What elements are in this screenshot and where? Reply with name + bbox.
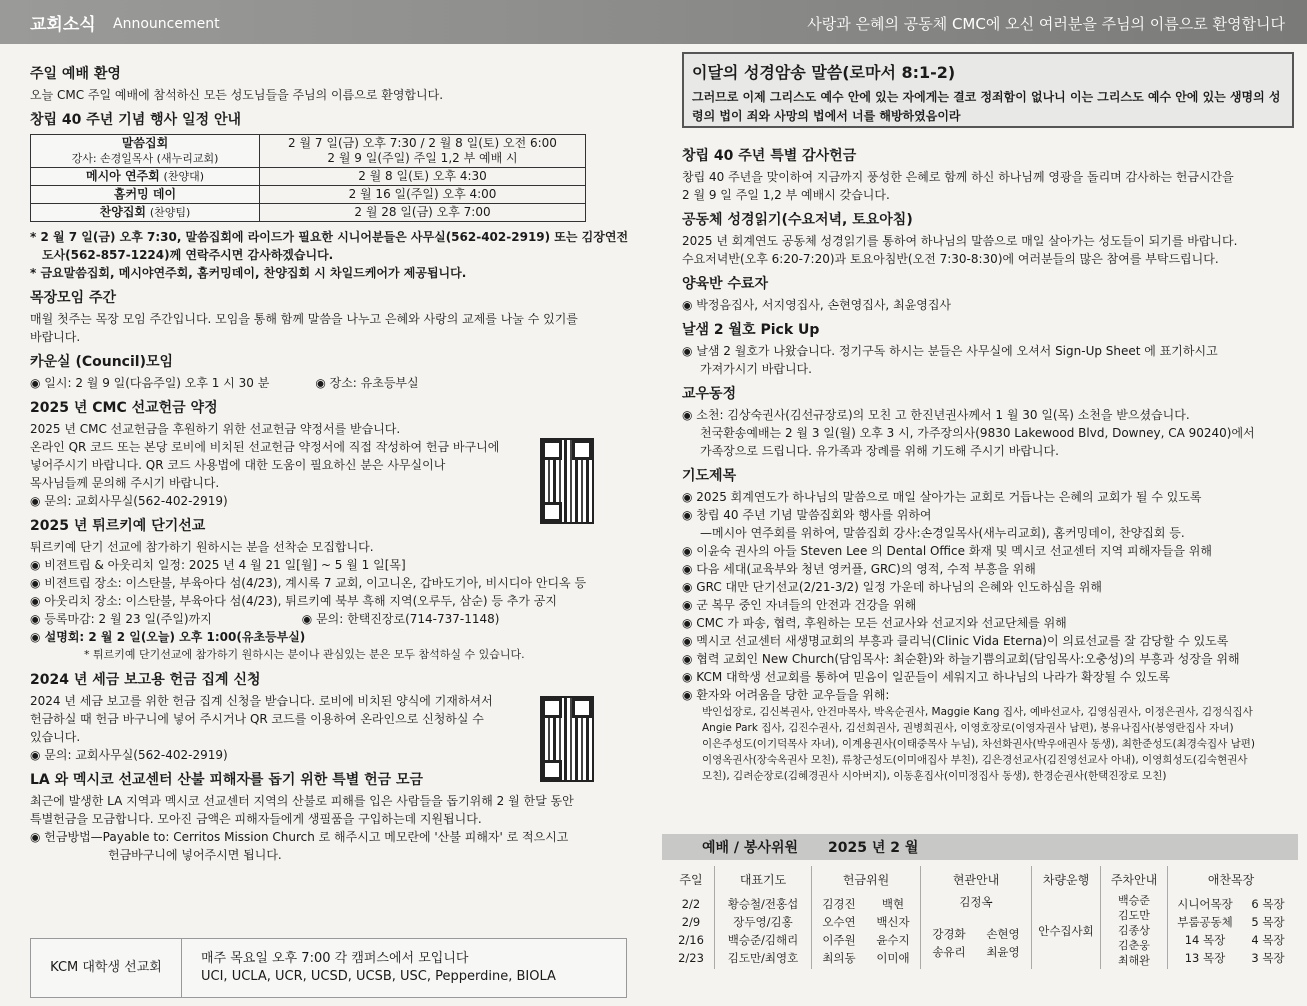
- table-row: [31, 204, 586, 222]
- turkey-heading: 2025 년 튀르키예 단기선교: [30, 518, 206, 534]
- duty-parking: 김춘웅: [1118, 939, 1150, 952]
- news-text: 천국환송예배는 2 월 3 일(월) 오후 3 시, 가주장의사(9830 Lakewood Blvd, Downey, CA 90240)에서: [700, 426, 1255, 440]
- table-row: [31, 135, 586, 168]
- column-header: 주차안내: [1101, 866, 1168, 892]
- kcm-label: KCM 대학생 선교회: [31, 939, 182, 997]
- anniversary-heading: 창립 40 주년 기념 행사 일정 안내: [30, 112, 242, 128]
- names-line: 이영옥권사(장숙옥권사 모친), 류창근성도(이미애집사 부친), 김은경선교사(김진영선교사 아내), 이영희성도(김숙현권사: [702, 754, 1248, 766]
- duty-date: 2/16: [678, 932, 704, 947]
- duty-prayer: 황승철/전홍섭: [727, 896, 799, 911]
- thanks-heading: 창립 40 주년 특별 감사헌금: [682, 148, 857, 164]
- duty-meal: 6 목장: [1251, 896, 1285, 911]
- tax-qr-code[interactable]: [540, 696, 594, 782]
- turkey-item: ◉ 비젼트립 장소: 이스탄불, 부육아다 섬(4/23), 계시록 7 교회, 이고니온, 갑바도기아, 비시디아 안디옥 등: [30, 574, 630, 592]
- duty-meal: 4 목장: [1251, 932, 1285, 947]
- council-date: ◉ 일시: 2 월 9 일(다음주일) 오후 1 시 30 분: [30, 376, 269, 390]
- names-line: Angie Park 집사, 김진수권사, 김선희권사, 권병희권사, 이영호장로(이영자권사 남편), 봉유나집사(봉영란집사 자녀): [702, 722, 1234, 734]
- table-row: [31, 186, 586, 204]
- event-time: 2 월 7 일(금) 오후 7:30 / 2 월 8 일(토) 오전 6:00: [288, 136, 557, 150]
- column-header: 애찬목장: [1168, 866, 1295, 892]
- duty-date: 2/9: [681, 914, 701, 929]
- event-name: 찬양집회: [99, 205, 147, 219]
- welcome-heading: 주일 예배 환영: [30, 66, 121, 82]
- column-header: 대표기도: [715, 866, 812, 892]
- duty-offering: 백현: [881, 896, 905, 911]
- duty-title: 예배 / 봉사위원: [702, 840, 799, 856]
- table-row: [668, 892, 1294, 969]
- graduates-heading: 양육반 수료자: [682, 276, 769, 292]
- cell-text: 매월 첫주는 목장 모임 주간입니다. 모임을 통해 함께 말씀을 나누고 은혜와 사랑의 교제를 나눌 수 있기를 바랍니다.: [30, 312, 578, 344]
- duty-usher: 최윤영: [986, 945, 1020, 959]
- kcm-schedule: 매주 목요일 오후 7:00 각 캠퍼스에서 모입니다: [201, 951, 469, 966]
- turkey-item: ◉ 아웃리치 장소: 이스탄불, 부육아다 섬(4/23), 튀르키예 북부 흑해 지역(오루두, 삼순) 등 추가 공지: [30, 592, 630, 610]
- duty-table: [668, 866, 1294, 969]
- duty-parking: 백승준: [1118, 894, 1150, 907]
- duty-meal: 14 목장: [1184, 932, 1226, 947]
- fire-text: 특별헌금을 모금합니다. 모아진 금액은 피해자들에게 생필품을 구입하는데 지원됩니다.: [30, 812, 482, 826]
- event-time: 2 월 16 일(주일) 오후 4:00: [260, 186, 586, 204]
- duty-meal: 5 목장: [1251, 914, 1285, 929]
- table-row: [31, 168, 586, 186]
- column-header: 차량운행: [1032, 866, 1101, 892]
- section-subtitle: Announcement: [113, 16, 220, 32]
- duty-offering: 이미애: [876, 950, 910, 965]
- duty-parking: 김종상: [1118, 924, 1150, 937]
- event-sub: 강사: 손경일목사 (새누리교회): [71, 152, 219, 165]
- duty-meal: 3 목장: [1251, 950, 1285, 965]
- prayer-item: ◉ 환자와 어려움을 당한 교우들을 위해:: [682, 686, 1282, 704]
- kcm-box: [30, 938, 627, 998]
- prayer-heading: 기도제목: [682, 468, 737, 484]
- fire-method: ◉ 헌금방법—Payable to: Cerritos Mission Church 로 해주시고 메모란에 '산불 피해자' 로 적으시고: [30, 828, 630, 846]
- mission-text: 목사님들께 문의해 주시기 바랍니다.: [30, 476, 220, 490]
- turkey-note: * 튀르키예 단기선교에 참가하기 원하시는 분이나 관심있는 분은 모두 참석하실 수 있습니다.: [84, 648, 525, 661]
- duty-usher: 김정옥: [959, 895, 993, 909]
- duty-offering: 김경진: [822, 896, 856, 911]
- event-time: 2 월 9 일(주일) 주일 1,2 부 예배 시: [327, 151, 518, 165]
- nalsam-heading: 날샘 2 월호 Pick Up: [682, 322, 820, 338]
- prayer-item: ◉ KCM 대학생 선교회를 통하여 믿음이 일꾼들이 세워지고 하나님의 나라가 확장될 수 있도록: [682, 668, 1282, 686]
- column-header: 헌금위원: [812, 866, 921, 892]
- column-header: 현관안내: [921, 866, 1032, 892]
- turkey-intro: 튀르키예 단기 선교에 참가하기 원하시는 분을 선착순 모집합니다.: [30, 540, 374, 554]
- prayer-item: ◉ 멕시코 선교센터 새생명교회의 부흥과 클리닉(Clinic Vida Eterna)이 의료선교를 잘 감당할 수 있도록: [682, 632, 1282, 650]
- turkey-item: ◉ 설명회: 2 월 2 일(오늘) 오후 1:00(유초등부실): [30, 628, 630, 646]
- duty-meal: 시니어목장: [1177, 896, 1233, 911]
- page-header: [0, 0, 1307, 44]
- news-text: 가족장으로 드립니다. 유가족과 장례를 위해 기도해 주시기 바랍니다.: [700, 444, 1059, 458]
- names-line: 이은주성도(이기덕목사 자녀), 이계용권사(이태중목사 누님), 차선화권사(박우애권사 동생), 최한준성도(최경숙집사 남편): [702, 738, 1256, 750]
- nalsam-text: 가져가시기 바랍니다.: [700, 362, 812, 376]
- duty-date: 2/2: [681, 896, 701, 911]
- prayer-subitem: —메시아 연주회를 위하여, 말씀집회 강사:손경일목사(새누리교회), 홈커밍데이, 찬양집회 등.: [700, 526, 1185, 540]
- event-name: 홈커밍 데이: [113, 187, 177, 201]
- thanks-text: 창립 40 주년을 맞이하여 지금까지 풍성한 은혜로 함께 하신 하나님께 영광을 돌리며 감사하는 헌금시간을: [682, 170, 1234, 184]
- kcm-campuses: UCI, UCLA, UCR, UCSD, UCSB, USC, Pepperdine, BIOLA: [201, 969, 556, 984]
- bible-text: 2025 년 회계연도 공동체 성경읽기를 통하여 하나님의 말씀으로 매일 살아가는 성도들이 되기를 바랍니다.: [682, 234, 1238, 248]
- mission-heading: 2025 년 CMC 선교헌금 약정: [30, 400, 218, 416]
- turkey-item: ◉ 비젼트립 & 아웃리치 일정: 2025 년 4 월 21 일[월] ~ 5 월 1 일[목]: [30, 556, 630, 574]
- bible-text: 수요저녁반(오후 6:20-7:20)과 토요아침반(오전 7:30-8:30)에 여러분들의 많은 참여를 부탁드립니다.: [682, 252, 1219, 266]
- memory-verse-title: 이달의 성경암송 말씀(로마서 8:1-2): [692, 63, 956, 82]
- duty-offering: 윤수지: [876, 932, 910, 947]
- turkey-item: ◉ 등록마감: 2 월 23 일(주일)까지: [30, 612, 212, 626]
- news-text: ◉ 소천: 김상숙권사(김선규장로)의 모친 고 한진년권사께서 1 월 30 일(목) 소천을 받으셨습니다.: [682, 406, 1282, 424]
- tax-text: 헌금하실 때 헌금 바구니에 넣어 주시거나 QR 코드를 이용하여 온라인으로 신청하실 수: [30, 712, 484, 726]
- tax-text: 있습니다.: [30, 730, 81, 744]
- event-name: 메시아 연주회: [85, 169, 160, 183]
- mission-text: 온라인 QR 코드 또는 본당 로비에 비치된 선교헌금 약정서에 직접 작성하여 헌금 바구니에: [30, 440, 500, 454]
- note-text: * 2 월 7 일(금) 오후 7:30, 말씀집회에 라이드가 필요한 시니어분들은 사무실(562-402-2919) 또는 김장연전도사(562-857-1224)께 연락주시면 감사하겠습니다.: [30, 230, 629, 262]
- council-heading: 카운실 (Council)모임: [30, 354, 174, 370]
- note-text: * 금요말씀집회, 메시야연주회, 홈커밍데이, 찬양집회 시 차일드케어가 제공됩니다.: [30, 266, 467, 280]
- council-place: ◉ 장소: 유초등부실: [315, 376, 418, 390]
- memory-verse-box: [682, 52, 1294, 128]
- duty-month: 2025 년 2 월: [828, 840, 919, 856]
- duty-usher: 강경화: [932, 927, 966, 941]
- duty-vehicle: 안수집사회: [1032, 892, 1101, 969]
- duty-offering: 이주원: [822, 932, 856, 947]
- column-header: 주일: [679, 872, 703, 887]
- memory-verse-text: 그러므로 이제 그리스도 예수 안에 있는 자에게는 결코 정죄함이 없나니 이는 그리스도 예수 안에 있는 생명의 성령의 법이 죄와 사망의 법에서 너를 해방하였음이라: [692, 90, 1281, 123]
- duty-date: 2/23: [678, 950, 704, 965]
- thanks-text: 2 월 9 일 주일 1,2 부 예배시 갖습니다.: [682, 188, 890, 202]
- event-time: 2 월 8 일(토) 오후 4:30: [260, 168, 586, 186]
- tax-contact: ◉ 문의: 교회사무실(562-402-2919): [30, 746, 630, 764]
- duty-meal: 부룸공동체: [1177, 914, 1233, 929]
- turkey-contact: ◉ 문의: 한택진장로(714-737-1148): [302, 612, 500, 626]
- fire-text: 최근에 발생한 LA 지역과 멕시코 선교센터 지역의 산불로 피해를 입은 사람들을 돕기위해 2 월 한달 동안: [30, 794, 574, 808]
- mission-qr-code[interactable]: [540, 438, 594, 524]
- table-header-row: [668, 866, 1294, 892]
- prayer-item: ◉ 군 복무 중인 자녀들의 안전과 건강을 위해: [682, 596, 1282, 614]
- anniversary-schedule-table: [30, 134, 586, 222]
- prayer-item: ◉ 2025 회계연도가 하나님의 말씀으로 매일 살아가는 교회로 거듭나는 은혜의 교회가 될 수 있도록: [682, 488, 1282, 506]
- event-name: 말씀집회: [121, 136, 169, 150]
- duty-offering: 최의동: [822, 950, 856, 965]
- duty-usher: 송유리: [932, 945, 966, 959]
- tax-text: 2024 년 세금 보고를 위한 헌금 집계 신청을 받습니다. 로비에 비치된 양식에 기재하셔서: [30, 694, 493, 708]
- cell-heading: 목장모임 주간: [30, 290, 117, 306]
- graduates-list: ◉ 박정음집사, 서지영집사, 손현영집사, 최윤영집사: [682, 296, 1282, 314]
- tax-heading: 2024 년 세금 보고용 헌금 집계 신청: [30, 672, 261, 688]
- mission-text: 2025 년 CMC 선교헌금을 후원하기 위한 선교헌금 약정서를 받습니다.: [30, 422, 401, 436]
- duty-prayer: 장두영/김홍: [733, 914, 793, 929]
- bible-heading: 공동체 성경읽기(수요저녁, 토요아침): [682, 212, 913, 228]
- duty-meal: 13 목장: [1184, 950, 1226, 965]
- news-heading: 교우동정: [682, 386, 737, 402]
- duty-parking: 최해완: [1118, 954, 1150, 967]
- fire-heading: LA 와 멕시코 선교센터 산불 피해자를 돕기 위한 특별 헌금 모금: [30, 772, 424, 788]
- patient-names: [682, 704, 1282, 784]
- names-line: 모친), 김려순장로(김혜경권사 시아버지), 이동훈집사(이미정집사 동생), 한경순권사(한택진장로 모친): [702, 770, 1167, 782]
- right-column: [682, 140, 1282, 784]
- welcome-banner: 사랑과 은혜의 공동체 CMC에 오신 여러분을 주님의 이름으로 환영합니다: [807, 15, 1285, 33]
- prayer-item: ◉ GRC 대만 단기선교(2/21-3/2) 일정 가운데 하나님의 은혜와 인도하심을 위해: [682, 578, 1282, 596]
- names-line: 박인섭장로, 김신복권사, 안건마목사, 박옥순권사, Maggie Kang 집사, 예바선교사, 김영심권사, 이정은권사, 김정식집사: [702, 706, 1253, 718]
- prayer-item: ◉ 이윤숙 권사의 아들 Steven Lee 의 Dental Office 화재 및 멕시코 선교센터 지역 피해자들을 위해: [682, 542, 1282, 560]
- prayer-item: ◉ CMC 가 파송, 협력, 후원하는 모든 선교사와 선교지와 선교단체를 위해: [682, 614, 1282, 632]
- anniversary-notes: [30, 228, 630, 282]
- fire-method: 헌금바구니에 넣어주시면 됩니다.: [108, 848, 282, 862]
- duty-offering: 오수연: [822, 914, 856, 929]
- prayer-item: ◉ 다음 세대(교육부와 청년 영커플, GRC)의 영적, 수적 부흥을 위해: [682, 560, 1282, 578]
- mission-contact: ◉ 문의: 교회사무실(562-402-2919): [30, 492, 630, 510]
- duty-usher: 손현영: [986, 927, 1020, 941]
- prayer-item: ◉ 창립 40 주년 기념 말씀집회와 행사를 위하여: [682, 506, 1282, 524]
- event-sub: (찬양대): [163, 170, 205, 183]
- prayer-item: ◉ 협력 교회인 New Church(담임목사: 최순환)와 하늘기쁨의교회(담임목사:오충성)의 부흥과 성장을 위해: [682, 650, 1282, 668]
- mission-text: 넣어주시기 바랍니다. QR 코드 사용법에 대한 도움이 필요하신 분은 사무실이나: [30, 458, 446, 472]
- event-sub: (찬양팀): [149, 206, 191, 219]
- event-time: 2 월 28 일(금) 오후 7:00: [260, 204, 586, 222]
- section-title: 교회소식: [30, 15, 96, 35]
- duty-parking: 김도만: [1118, 909, 1150, 922]
- welcome-text: 오늘 CMC 주일 예배에 참석하신 모든 성도님들을 주님의 이름으로 환영합니다.: [30, 88, 444, 102]
- duty-prayer: 백승준/김해리: [727, 932, 799, 947]
- duty-prayer: 김도만/최영호: [727, 950, 799, 965]
- duty-offering: 백신자: [876, 914, 910, 929]
- nalsam-text: ◉ 날샘 2 월호가 나왔습니다. 정기구독 하시는 분들은 사무실에 오셔서 Sign-Up Sheet 에 표기하시고: [682, 342, 1282, 360]
- duty-title-bar: [662, 834, 1298, 860]
